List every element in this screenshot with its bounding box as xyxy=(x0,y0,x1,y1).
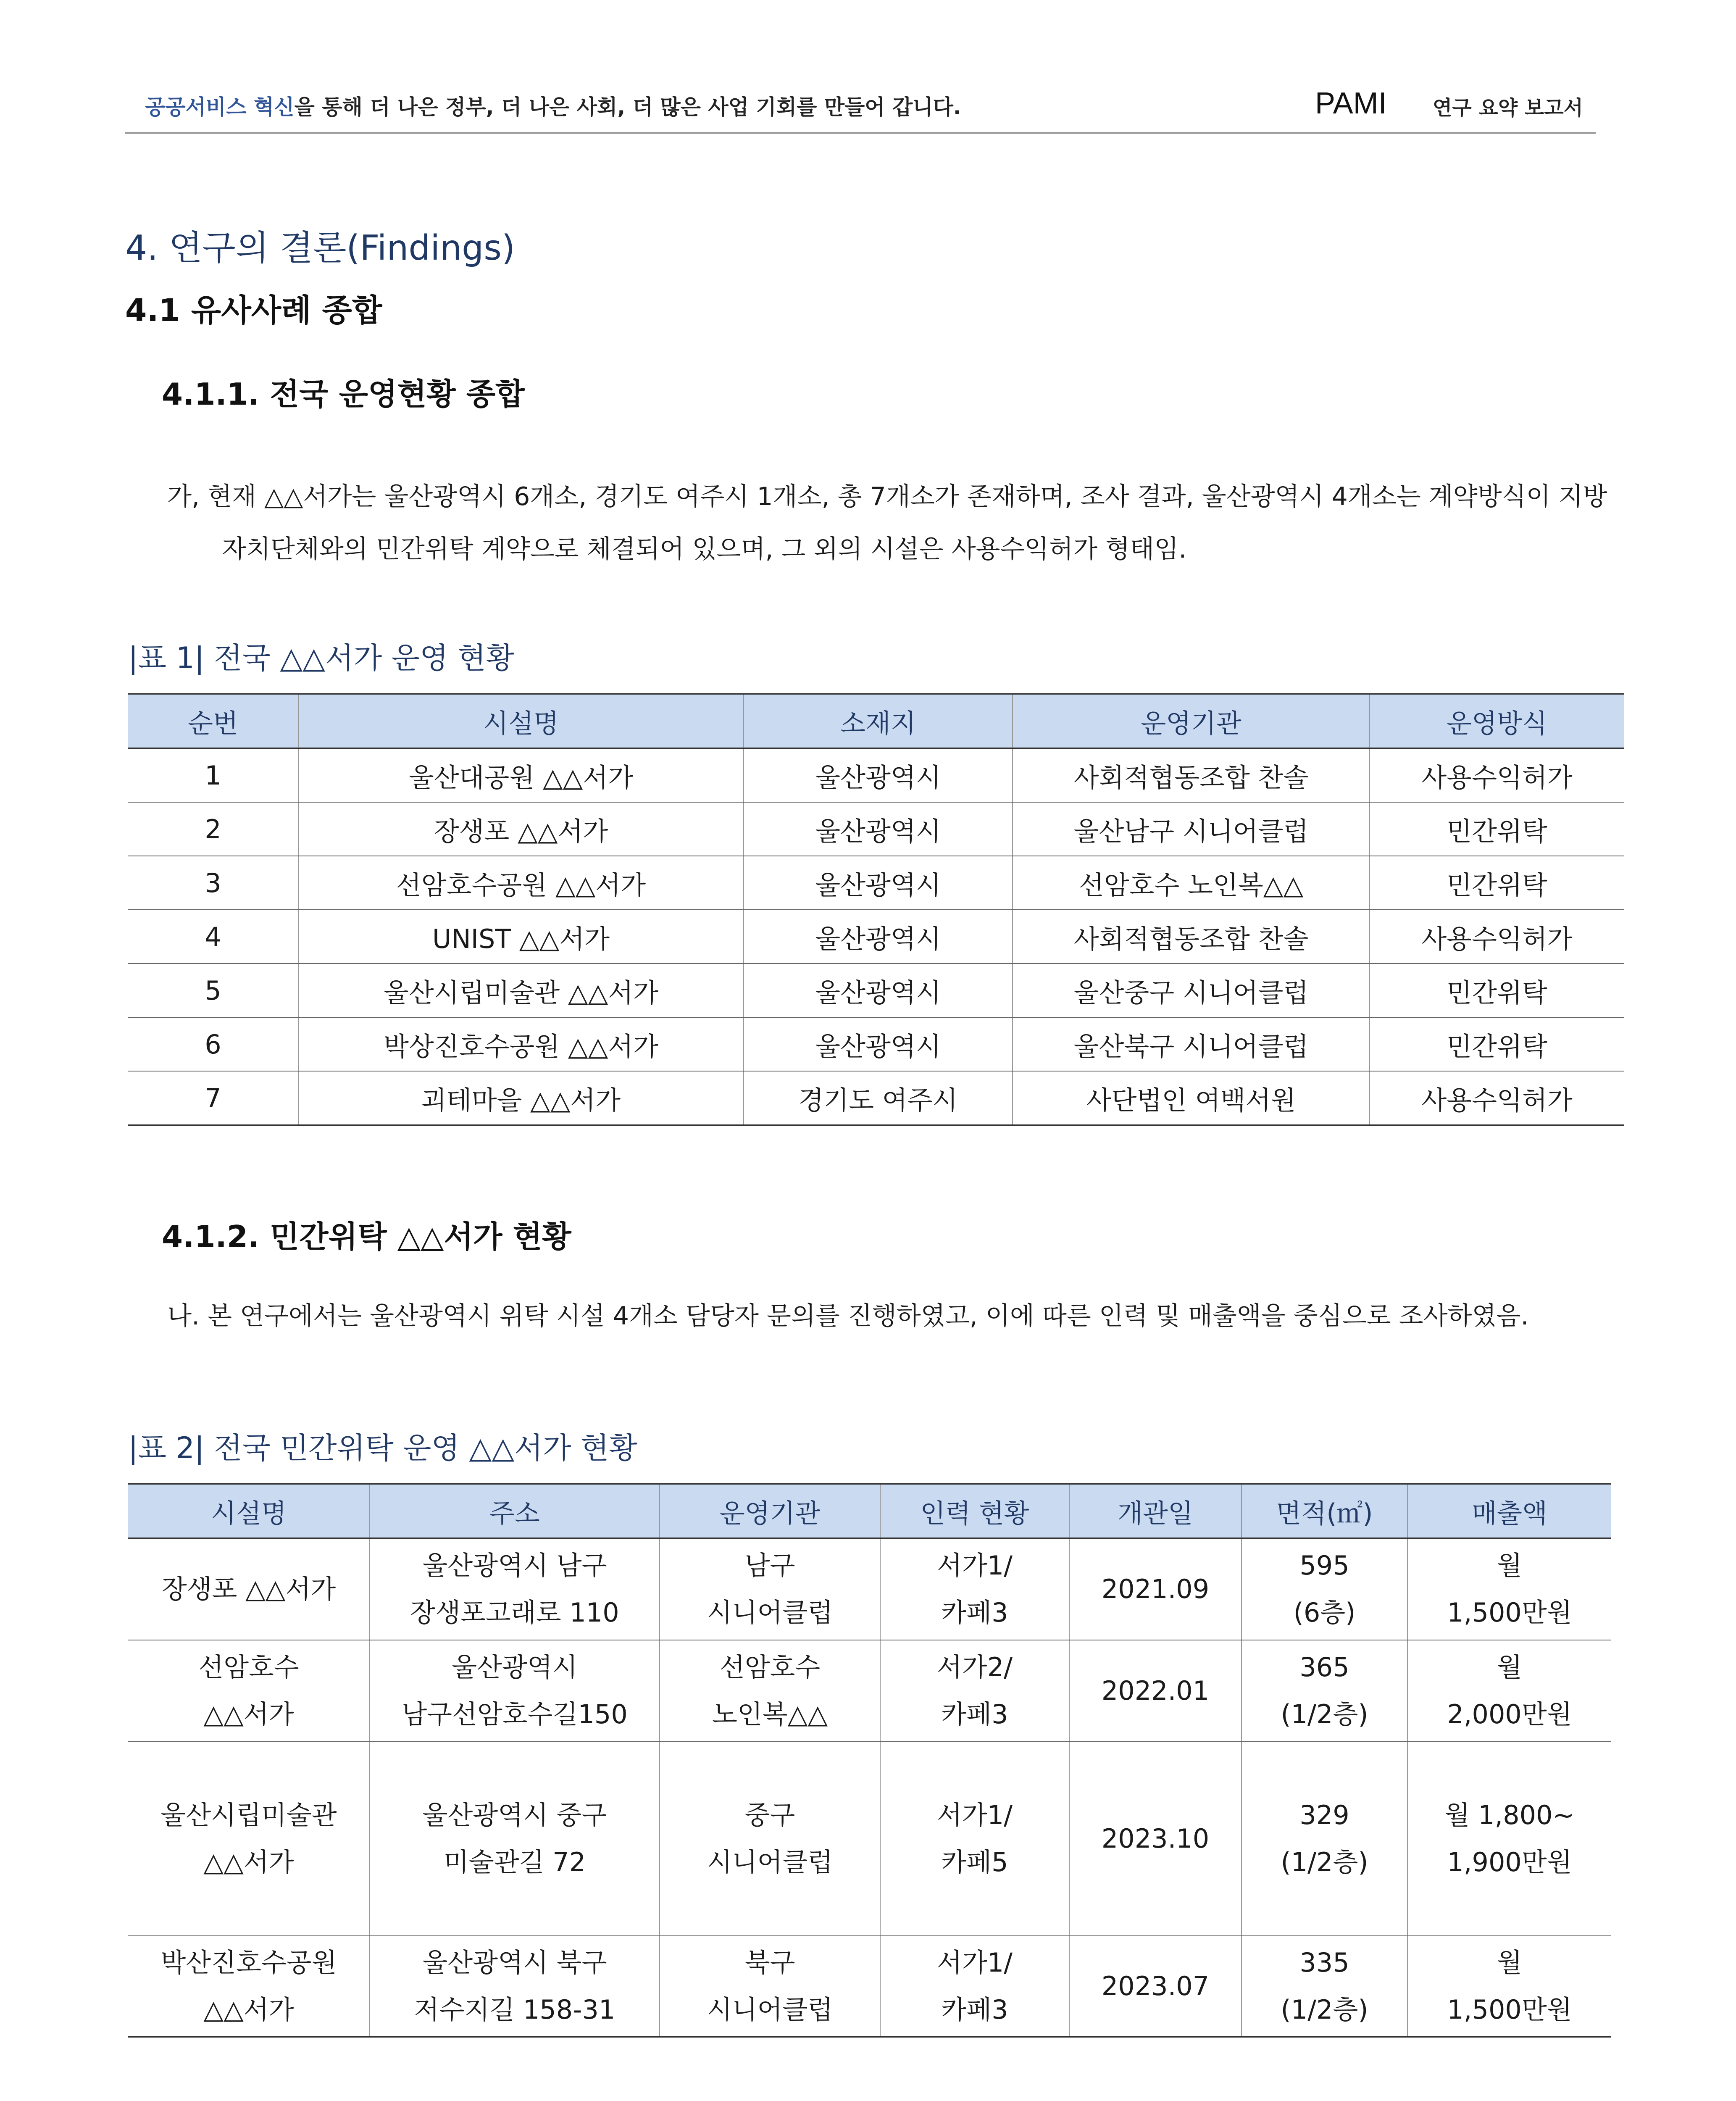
cell-line: 월 xyxy=(1497,1947,1522,1978)
cell-line: 장생포 △△서가 xyxy=(161,1574,336,1604)
table-row xyxy=(128,1936,1611,2037)
cell-line: 서가1/ xyxy=(936,1550,1013,1581)
table-cell: 박상진호수공원 △△서가 xyxy=(298,1017,744,1071)
cell-line: 저수지길 158-31 xyxy=(414,1994,615,2025)
table-cell: 사용수익허가 xyxy=(1370,1071,1624,1125)
table-cell: 1 xyxy=(128,748,298,803)
cell-line: 미술관길 72 xyxy=(443,1847,586,1877)
cell-line: 서가1/ xyxy=(936,1947,1013,1978)
header-slogan xyxy=(145,90,961,121)
table-cell xyxy=(370,1936,660,2037)
table-cell xyxy=(1407,1742,1611,1936)
table1-header-cell: 소재지 xyxy=(744,694,1013,748)
paragraph-4-1-2 xyxy=(167,1290,1612,1343)
cell-line: 서가2/ xyxy=(936,1652,1013,1682)
table-cell xyxy=(880,1742,1069,1936)
table-cell: 울산광역시 xyxy=(744,964,1013,1017)
table-row xyxy=(128,1640,1611,1742)
cell-line: 카페3 xyxy=(941,1699,1008,1730)
table2-header-cell: 운영기관 xyxy=(660,1484,880,1538)
cell-line: 1,500만원 xyxy=(1447,1597,1572,1628)
cell-line: 365 xyxy=(1299,1652,1349,1682)
cell-line: 2022.01 xyxy=(1101,1675,1210,1706)
cell-line: 울산광역시 중구 xyxy=(422,1800,607,1830)
table-cell xyxy=(660,1538,880,1640)
cell-line: (1/2층) xyxy=(1281,1994,1368,2025)
table2-header-cell: 매출액 xyxy=(1407,1484,1611,1538)
cell-line: △△서가 xyxy=(203,1847,294,1877)
table-cell: 사용수익허가 xyxy=(1370,910,1624,964)
paragraph-4-1-1-text: 가, 현재 △△서가는 울산광역시 6개소, 경기도 여주시 1개소, 총 7개소가 존재하며, 조사 결과, 울산광역시 4개소는 계약방식이 지방자치단체와의 민간위탁 계약으로 체결되어 있으며, 그 외의 시설은 사용수익허가 형태임. xyxy=(167,482,1607,564)
cell-line: 시니어클럽 xyxy=(707,1994,833,2025)
table2-caption: |표 2| 전국 민간위탁 운영 △△서가 현황 xyxy=(128,1431,637,1465)
table-cell: 사용수익허가 xyxy=(1370,748,1624,803)
table1-header-cell: 시설명 xyxy=(298,694,744,748)
table-row xyxy=(128,964,1624,1017)
table-cell: 3 xyxy=(128,856,298,910)
table-cell: 사회적협동조합 찬솔 xyxy=(1013,910,1370,964)
table-cell: 민간위탁 xyxy=(1370,856,1624,910)
table2-header-cell: 시설명 xyxy=(128,1484,370,1538)
cell-line: (6층) xyxy=(1293,1597,1356,1628)
cell-line: 595 xyxy=(1299,1550,1349,1581)
header-brand: PAMI xyxy=(1315,87,1387,120)
table-cell: 괴테마을 △△서가 xyxy=(298,1071,744,1125)
cell-line: 1,500만원 xyxy=(1447,1994,1572,2025)
table-cell xyxy=(370,1742,660,1936)
cell-line: 선암호수 xyxy=(198,1652,299,1682)
cell-line: (1/2층) xyxy=(1281,1847,1368,1877)
table2-header-row xyxy=(128,1484,1611,1538)
cell-line: 울산시립미술관 xyxy=(160,1800,337,1830)
cell-line: 카페5 xyxy=(941,1847,1008,1877)
table-row xyxy=(128,1017,1624,1071)
table-row xyxy=(128,910,1624,964)
table-cell xyxy=(660,1936,880,2037)
table-cell xyxy=(1069,1640,1242,1742)
table-cell: 사단법인 여백서원 xyxy=(1013,1071,1370,1125)
table-cell: 2 xyxy=(128,802,298,856)
table1-header-cell: 순번 xyxy=(128,694,298,748)
table-cell: 7 xyxy=(128,1071,298,1125)
table-cell: 4 xyxy=(128,910,298,964)
table2-header-cell: 인력 현황 xyxy=(880,1484,1069,1538)
cell-line: 남구선암호수길150 xyxy=(402,1699,628,1730)
table1-header-cell: 운영방식 xyxy=(1370,694,1624,748)
cell-line: 울산광역시 xyxy=(452,1652,578,1682)
cell-line: 노인복△△ xyxy=(712,1699,828,1730)
table-cell: 울산남구 시니어클럽 xyxy=(1013,802,1370,856)
cell-line: 시니어클럽 xyxy=(707,1847,833,1877)
table-cell: 울산광역시 xyxy=(744,802,1013,856)
table2 xyxy=(128,1483,1611,2038)
table-cell xyxy=(1242,1538,1407,1640)
header-slogan-rest: 을 통해 더 나은 정부, 더 나은 사회, 더 많은 사업 기회를 만들어 갑니다. xyxy=(294,95,961,119)
table1-caption: |표 1| 전국 △△서가 운영 현황 xyxy=(128,641,515,675)
table-cell xyxy=(128,1538,370,1640)
table-cell xyxy=(660,1640,880,1742)
cell-line: △△서가 xyxy=(203,1699,294,1730)
table-cell: 울산광역시 xyxy=(744,1017,1013,1071)
cell-line: 시니어클럽 xyxy=(707,1597,833,1628)
table-cell xyxy=(1069,1538,1242,1640)
cell-line: 카페3 xyxy=(941,1597,1008,1628)
cell-line: 2,000만원 xyxy=(1447,1699,1572,1730)
table-cell xyxy=(880,1936,1069,2037)
table-cell xyxy=(1069,1936,1242,2037)
table2-header-cell: 면적(㎡) xyxy=(1242,1484,1407,1538)
table-cell xyxy=(1069,1742,1242,1936)
table-cell xyxy=(1242,1742,1407,1936)
cell-line: 월 xyxy=(1497,1652,1522,1682)
cell-line: 남구 xyxy=(744,1550,795,1581)
paragraph-4-1-1 xyxy=(167,471,1612,576)
table-cell: 6 xyxy=(128,1017,298,1071)
header-divider xyxy=(125,132,1596,134)
table2-header-cell: 개관일 xyxy=(1069,1484,1242,1538)
table-cell: UNIST △△서가 xyxy=(298,910,744,964)
table-cell: 울산대공원 △△서가 xyxy=(298,748,744,803)
cell-line: 울산광역시 북구 xyxy=(422,1947,607,1978)
table-cell: 민간위탁 xyxy=(1370,802,1624,856)
table-cell xyxy=(370,1640,660,1742)
cell-line: 울산광역시 남구 xyxy=(422,1550,607,1581)
table-cell: 민간위탁 xyxy=(1370,1017,1624,1071)
table-cell: 울산광역시 xyxy=(744,910,1013,964)
table1-header-cell: 운영기관 xyxy=(1013,694,1370,748)
table-cell: 민간위탁 xyxy=(1370,964,1624,1017)
table-row xyxy=(128,802,1624,856)
section-title: 4. 연구의 결론(Findings) xyxy=(125,228,515,268)
header-report-title: 연구 요약 보고서 xyxy=(1433,96,1583,120)
table1-header-row xyxy=(128,694,1624,748)
table-cell: 선암호수 노인복△△ xyxy=(1013,856,1370,910)
cell-line: 1,900만원 xyxy=(1447,1847,1572,1877)
cell-line: 2023.10 xyxy=(1101,1823,1210,1854)
table-cell: 울산광역시 xyxy=(744,748,1013,803)
cell-line: 선암호수 xyxy=(719,1652,821,1682)
table-cell: 울산시립미술관 △△서가 xyxy=(298,964,744,1017)
table-cell xyxy=(128,1640,370,1742)
cell-line: 월 1,800~ xyxy=(1444,1800,1575,1830)
cell-line: 서가1/ xyxy=(936,1800,1013,1830)
cell-line: 335 xyxy=(1299,1947,1349,1978)
table-row xyxy=(128,748,1624,803)
table-cell: 5 xyxy=(128,964,298,1017)
table-cell xyxy=(370,1538,660,1640)
table-cell: 사회적협동조합 찬솔 xyxy=(1013,748,1370,803)
table-cell: 선암호수공원 △△서가 xyxy=(298,856,744,910)
table1 xyxy=(128,693,1624,1126)
table-cell: 울산북구 시니어클럽 xyxy=(1013,1017,1370,1071)
cell-line: △△서가 xyxy=(203,1994,294,2025)
table2-header-cell: 주소 xyxy=(370,1484,660,1538)
subsection-title: 4.1 유사사례 종합 xyxy=(125,292,382,329)
table-cell: 울산광역시 xyxy=(744,856,1013,910)
table-cell xyxy=(128,1936,370,2037)
table-cell xyxy=(1407,1538,1611,1640)
cell-line: 2023.07 xyxy=(1101,1971,1210,2001)
table-row xyxy=(128,1071,1624,1125)
cell-line: 장생포고래로 110 xyxy=(410,1597,619,1628)
table-cell xyxy=(1242,1640,1407,1742)
subsection-4-1-1-title: 4.1.1. 전국 운영현황 종합 xyxy=(162,376,525,412)
cell-line: 중구 xyxy=(744,1800,795,1830)
table-cell xyxy=(880,1640,1069,1742)
table-row xyxy=(128,856,1624,910)
table-cell xyxy=(1407,1936,1611,2037)
cell-line: 북구 xyxy=(744,1947,795,1978)
paragraph-4-1-2-text: 나. 본 연구에서는 울산광역시 위탁 시설 4개소 담당자 문의를 진행하였고, 이에 따른 인력 및 매출액을 중심으로 조사하였음. xyxy=(167,1301,1529,1331)
table-cell xyxy=(660,1742,880,1936)
table-cell: 울산중구 시니어클럽 xyxy=(1013,964,1370,1017)
table-cell xyxy=(880,1538,1069,1640)
cell-line: 카페3 xyxy=(941,1994,1008,2025)
table-cell xyxy=(128,1742,370,1936)
cell-line: 2021.09 xyxy=(1101,1574,1210,1604)
table-cell: 장생포 △△서가 xyxy=(298,802,744,856)
table-row xyxy=(128,1742,1611,1936)
table-cell: 경기도 여주시 xyxy=(744,1071,1013,1125)
cell-line: 329 xyxy=(1299,1800,1349,1830)
table-cell xyxy=(1407,1640,1611,1742)
cell-line: (1/2층) xyxy=(1281,1699,1368,1730)
table-row xyxy=(128,1538,1611,1640)
header-slogan-highlight: 공공서비스 혁신 xyxy=(145,95,295,119)
table-cell xyxy=(1242,1936,1407,2037)
cell-line: 박산진호수공원 xyxy=(160,1947,337,1978)
cell-line: 월 xyxy=(1497,1550,1522,1581)
subsection-4-1-2-title: 4.1.2. 민간위탁 △△서가 현황 xyxy=(162,1219,571,1254)
